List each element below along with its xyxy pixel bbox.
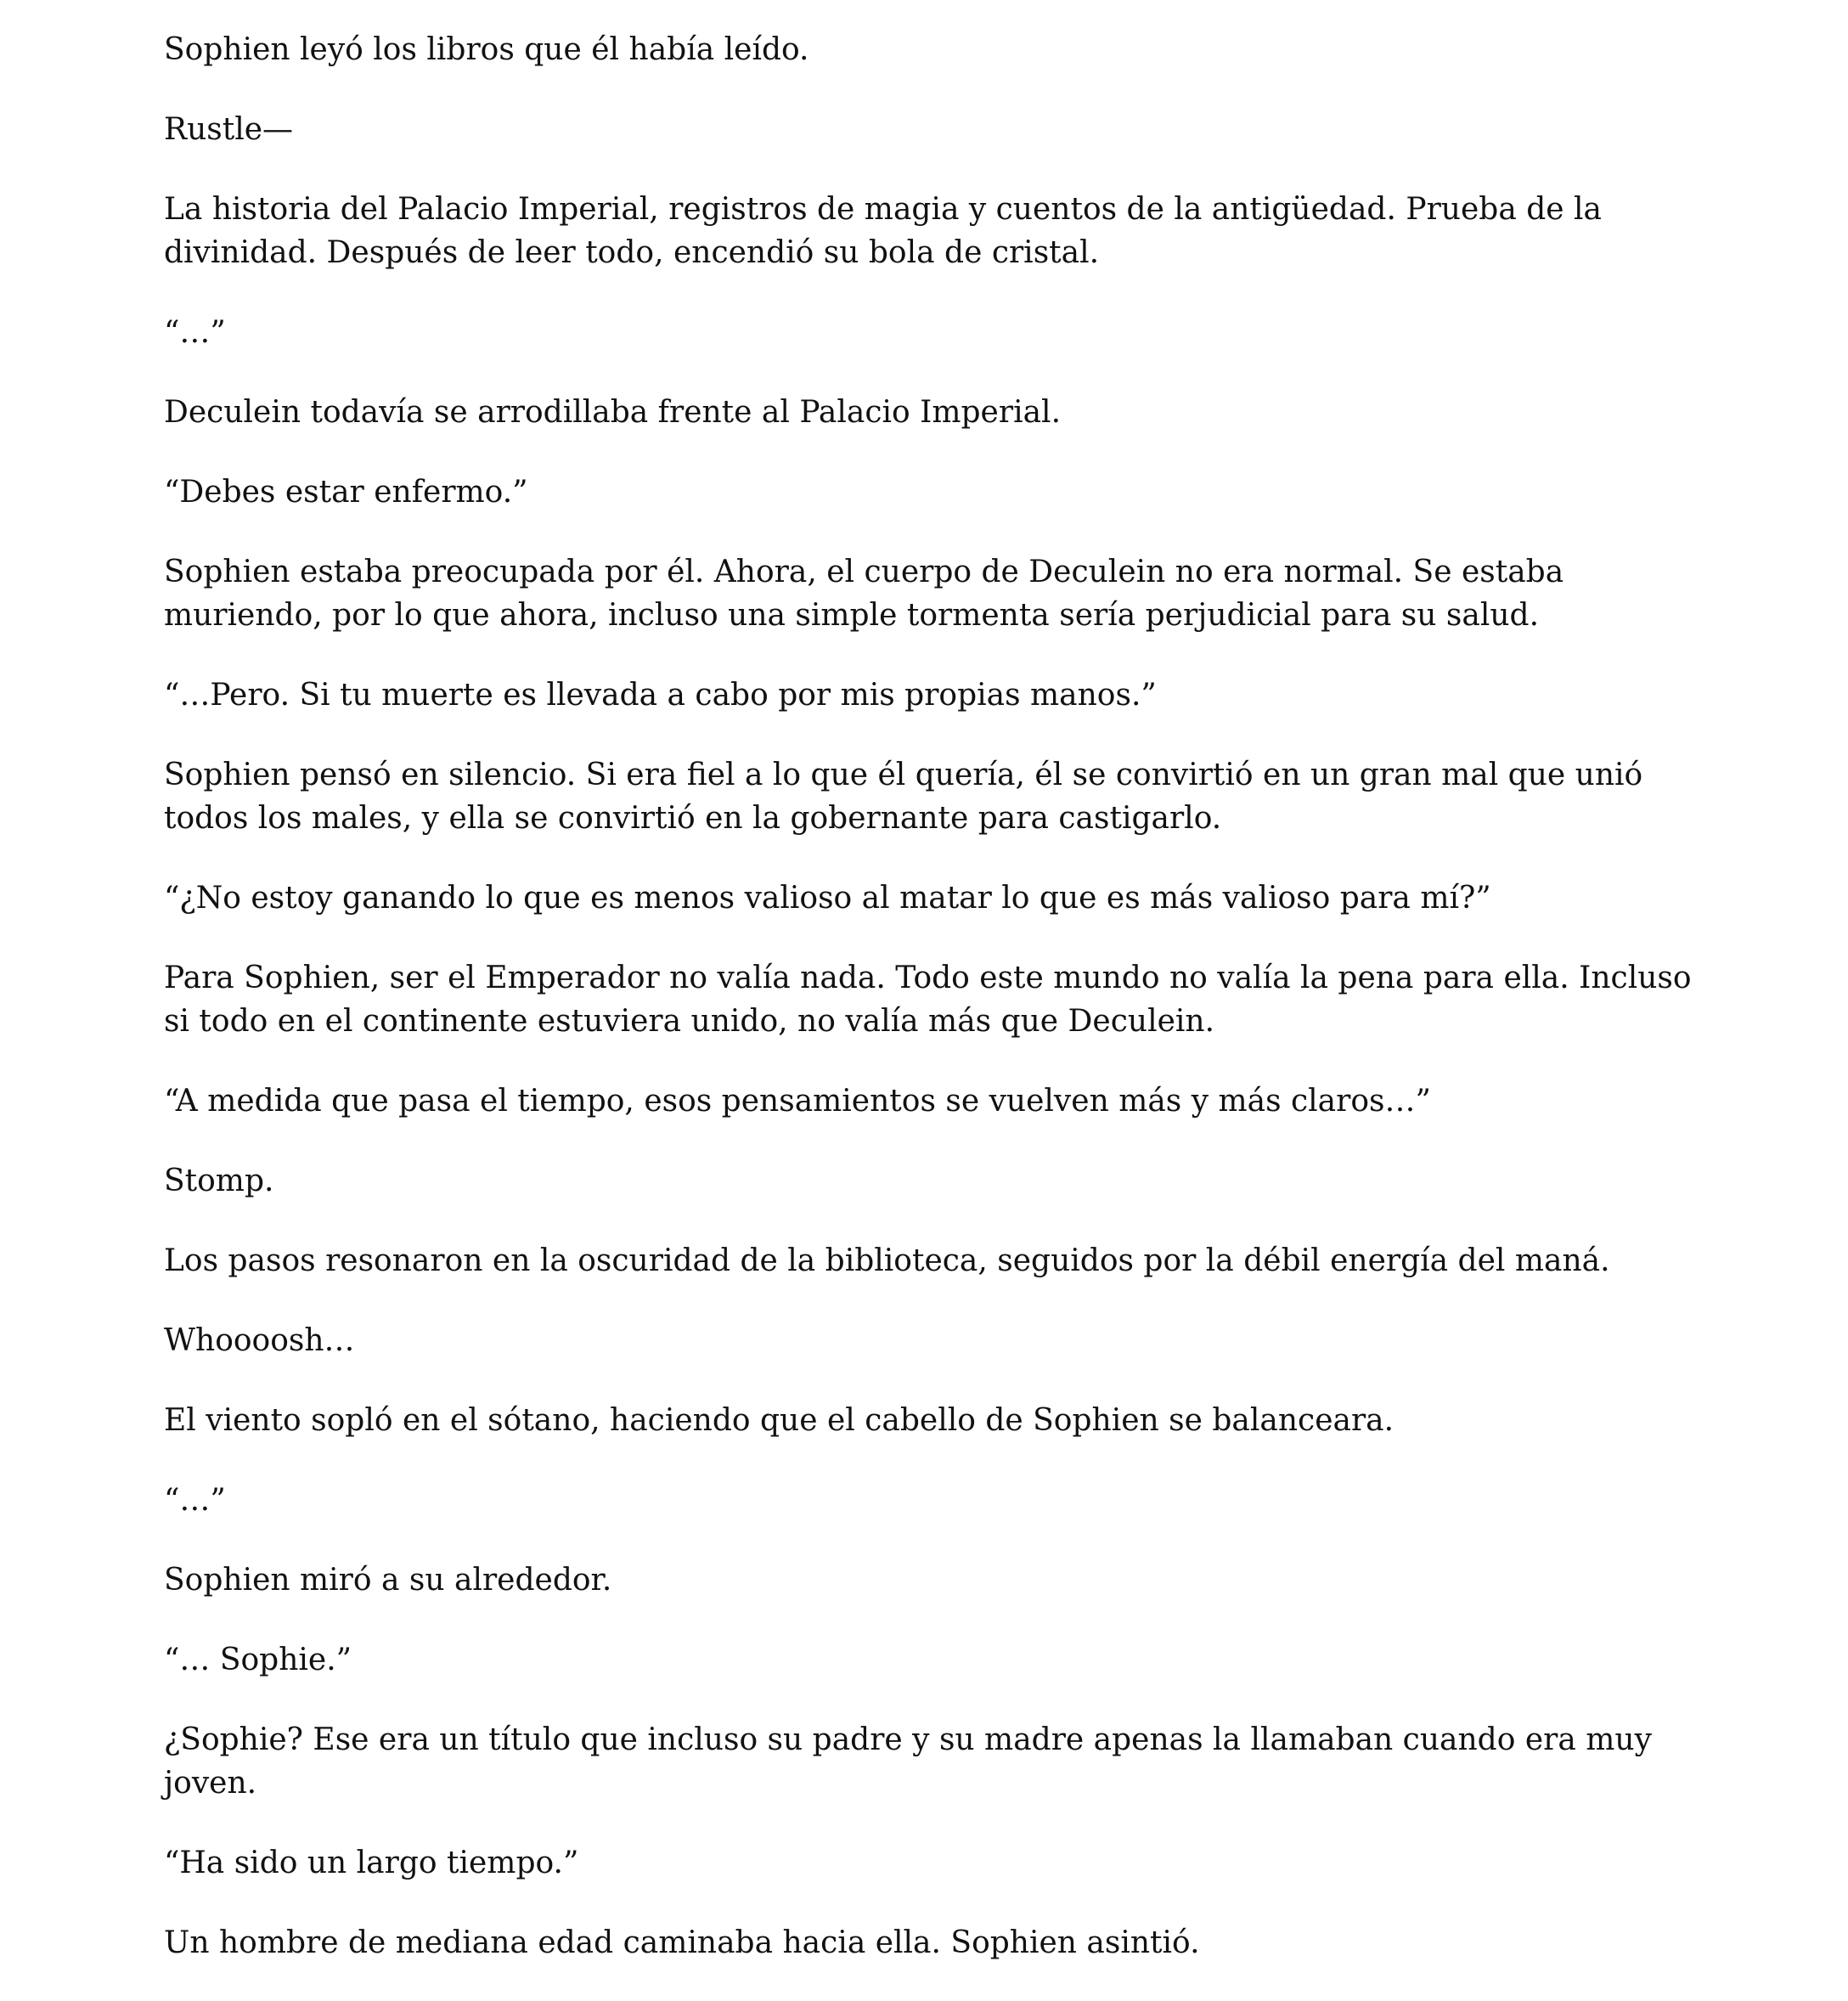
paragraph: ¿Sophie? Ese era un título que incluso su padre y su madre apenas la llamaban cuando era muy joven. bbox=[164, 1722, 1652, 1801]
paragraph: “…” bbox=[164, 315, 226, 350]
paragraph: Un hombre de mediana edad caminaba hacia ella. Sophien asintió. bbox=[164, 1925, 1200, 1960]
paragraph: Para Sophien, ser el Emperador no valía nada. Todo este mundo no valía la pena para ella. Incluso si todo en el continente estuviera unido, no valía más que Deculein. bbox=[164, 961, 1692, 1039]
paragraph: “A medida que pasa el tiempo, esos pensamientos se vuelven más y más claros…” bbox=[164, 1084, 1431, 1119]
paragraph: El viento sopló en el sótano, haciendo que el cabello de Sophien se balanceara. bbox=[164, 1403, 1394, 1438]
paragraph: Los pasos resonaron en la oscuridad de la biblioteca, seguidos por la débil energía del maná. bbox=[164, 1243, 1610, 1278]
paragraph: Sophien estaba preocupada por él. Ahora, el cuerpo de Deculein no era normal. Se estaba muriendo, por lo que ahora, incluso una simple tormenta sería perjudicial para su salud. bbox=[164, 555, 1564, 633]
paragraph: “¿No estoy ganando lo que es menos valioso al matar lo que es más valioso para mí?” bbox=[164, 881, 1491, 916]
paragraph: Rustle— bbox=[164, 112, 294, 147]
paragraph: Whoooosh… bbox=[164, 1323, 355, 1358]
paragraph: Sophien leyó los libros que él había leído. bbox=[164, 32, 809, 67]
paragraph: “…” bbox=[164, 1483, 226, 1518]
paragraph: “…Pero. Si tu muerte es llevada a cabo por mis propias manos.” bbox=[164, 678, 1157, 713]
paragraph: Sophien miró a su alrededor. bbox=[164, 1563, 612, 1598]
paragraph: “Debes estar enfermo.” bbox=[164, 475, 528, 510]
paragraph: “Ha sido un largo tiempo.” bbox=[164, 1846, 579, 1880]
document-body bbox=[164, 28, 1693, 2001]
paragraph: Sophien pensó en silencio. Si era fiel a lo que él quería, él se convirtió en un gran mal que unió todos los males, y ella se convirtió en la gobernante para castigarlo. bbox=[164, 758, 1643, 836]
paragraph: Stomp. bbox=[164, 1164, 274, 1198]
paragraph: La historia del Palacio Imperial, registros de magia y cuentos de la antigüedad. Prueba de la divinidad. Después de leer todo, encendió su bola de cristal. bbox=[164, 192, 1603, 270]
paragraph: “… Sophie.” bbox=[164, 1643, 352, 1677]
paragraph: Deculein todavía se arrodillaba frente al Palacio Imperial. bbox=[164, 395, 1062, 430]
